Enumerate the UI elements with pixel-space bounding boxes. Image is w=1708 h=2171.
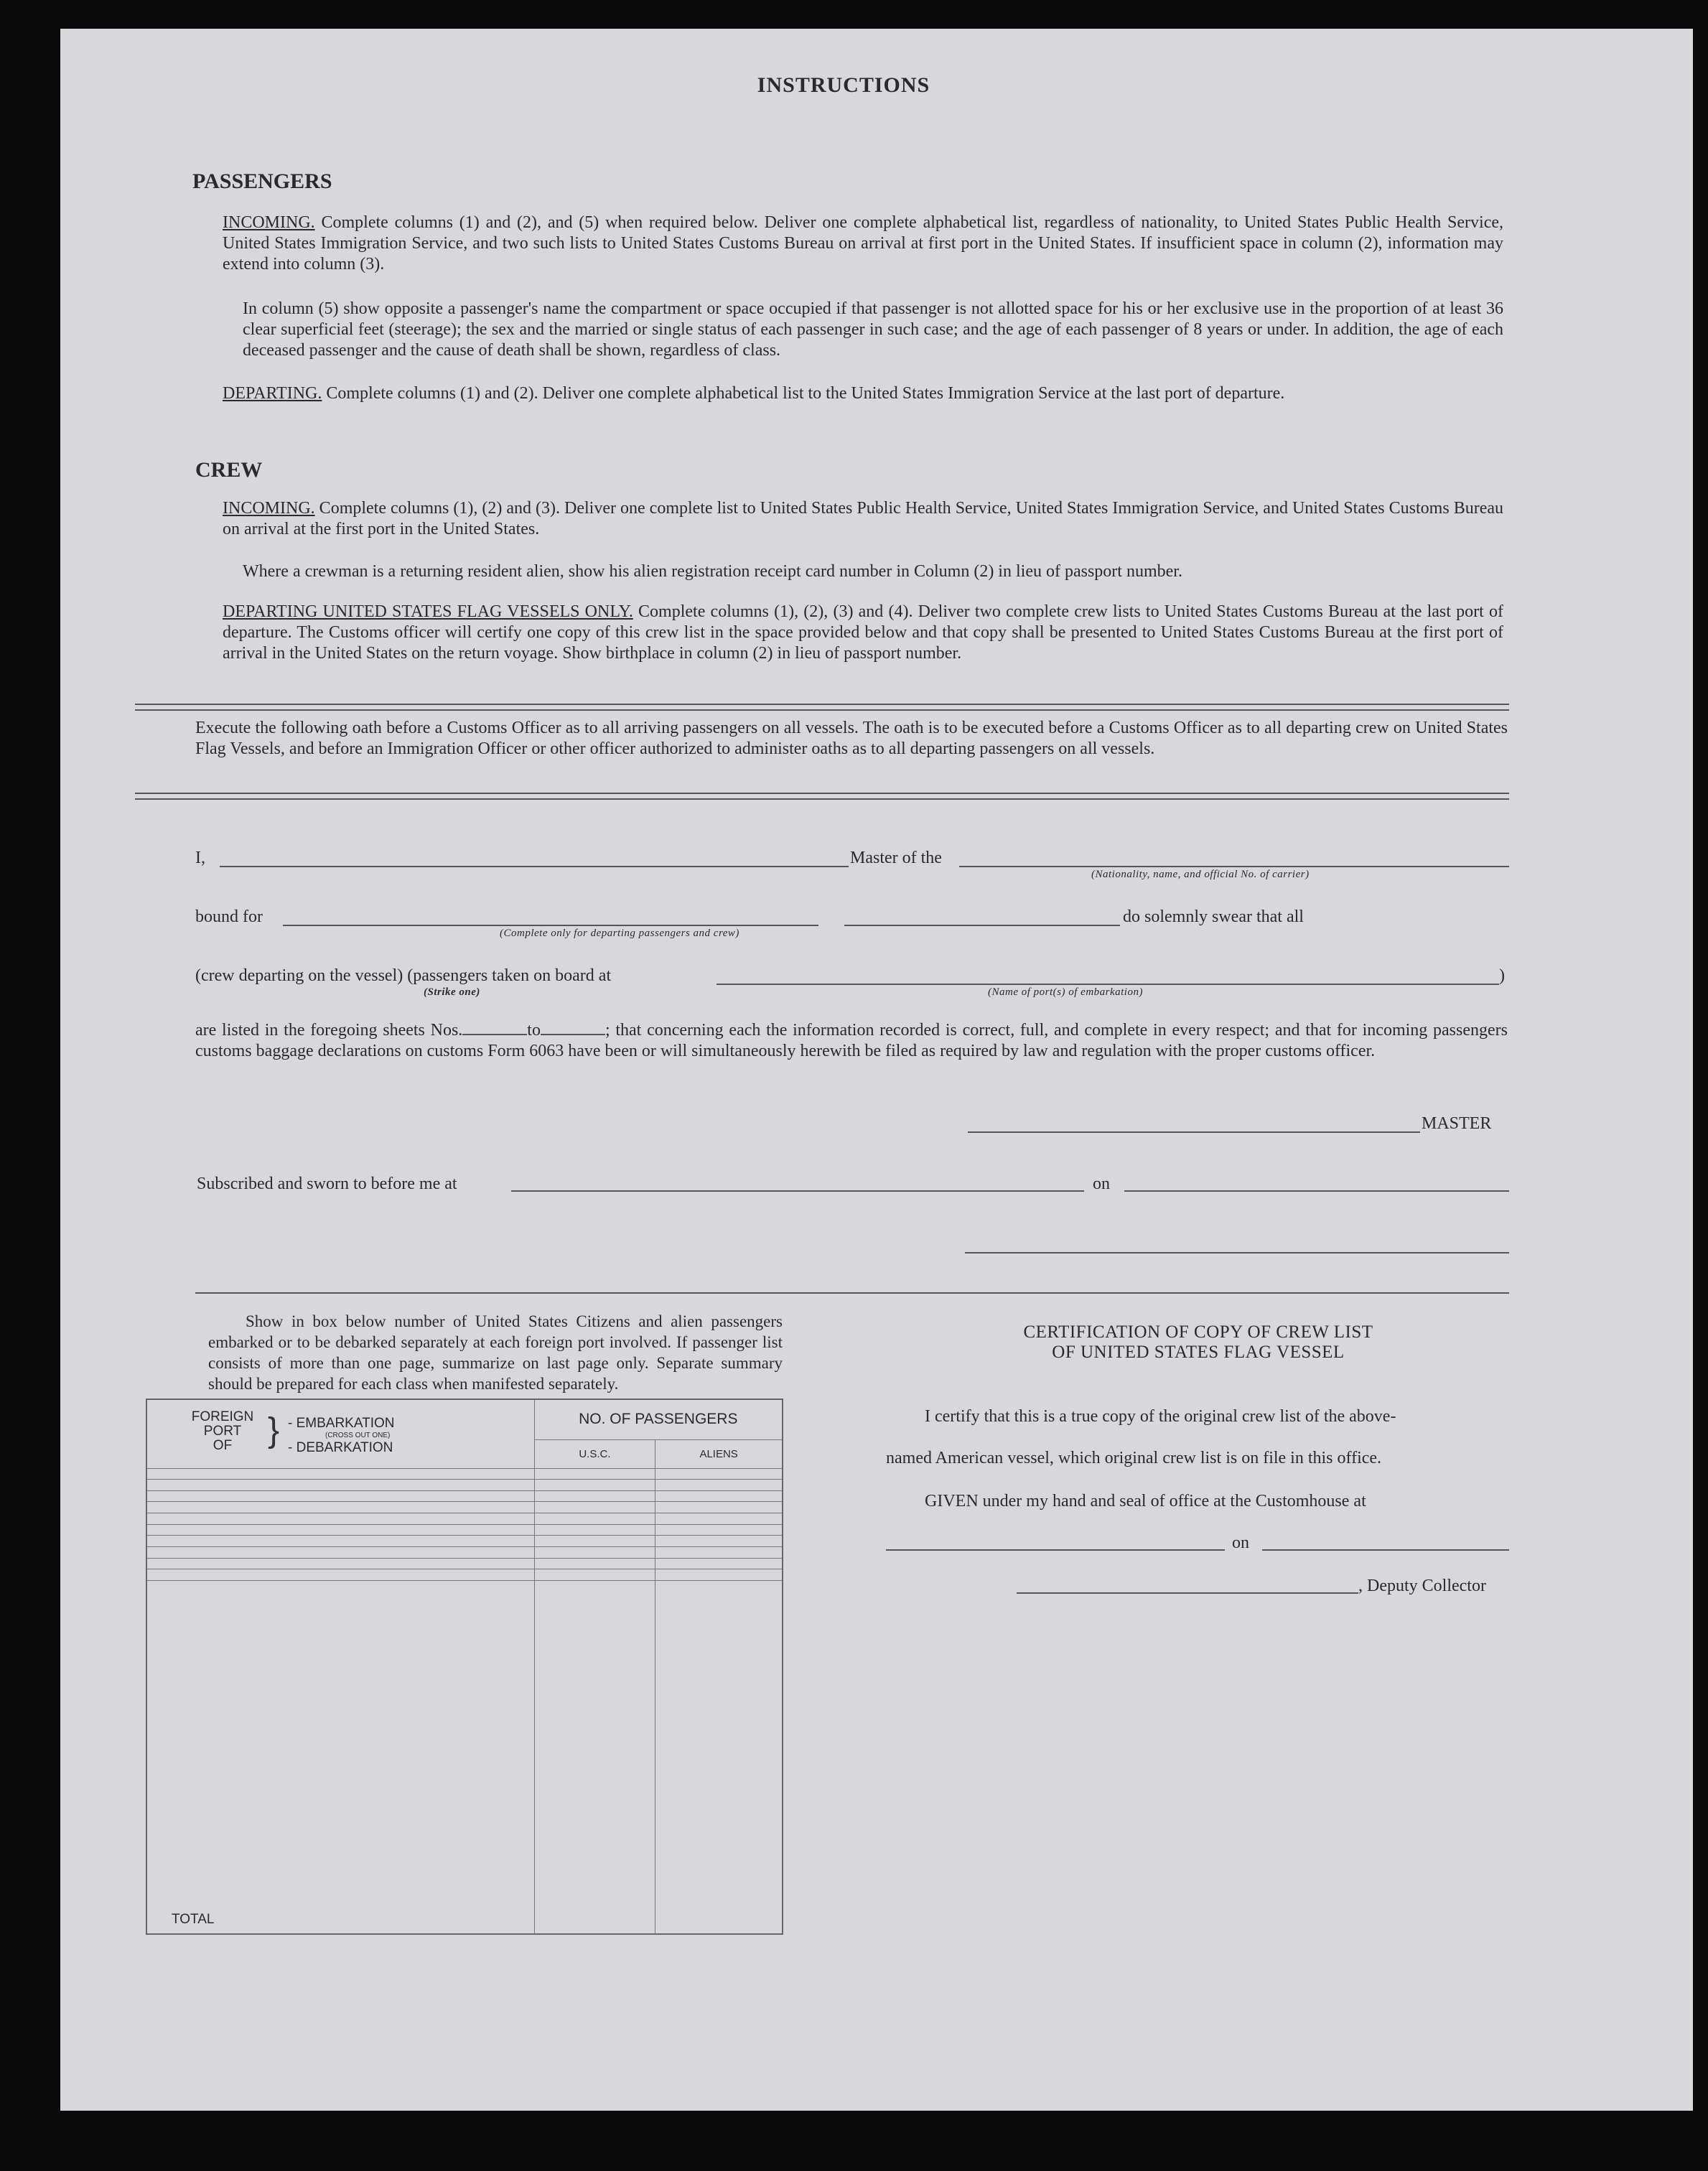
table-row bbox=[146, 1513, 783, 1525]
foreign-port-of-label: FOREIGN PORT OF bbox=[191, 1409, 254, 1453]
passenger-summary-table bbox=[146, 1399, 783, 1935]
listed-b: ; that concerning each the information recorded is correct, full, and complete in every respect; and that for incoming passengers customs baggage declarations on customs Form 6063 have been or will simultaneously herewith be filed as required by law and regulation with the proper customs officer. bbox=[195, 1021, 1508, 1060]
certification-on-label: on bbox=[1232, 1533, 1249, 1552]
subscribed-label: Subscribed and sworn to before me at bbox=[197, 1175, 457, 1193]
usc-cell[interactable] bbox=[534, 1502, 655, 1513]
debarkation-label: - DEBARKATION bbox=[288, 1440, 393, 1455]
passengers-incoming-label: INCOMING. bbox=[223, 213, 315, 232]
table-row bbox=[146, 1490, 783, 1502]
divider bbox=[195, 1292, 1509, 1294]
divider bbox=[135, 793, 1509, 800]
aliens-cell[interactable] bbox=[655, 1513, 783, 1525]
port-cell[interactable] bbox=[146, 1558, 534, 1569]
port-cell[interactable] bbox=[146, 1468, 534, 1480]
aliens-cell[interactable] bbox=[655, 1524, 783, 1536]
carrier-sub-label: (Nationality, name, and official No. of carrier) bbox=[1091, 869, 1310, 880]
aliens-cell[interactable] bbox=[655, 1468, 783, 1480]
listed-paragraph bbox=[195, 1019, 1508, 1062]
sworn-at-field[interactable] bbox=[511, 1190, 1084, 1192]
certification-date-field[interactable] bbox=[1262, 1549, 1509, 1551]
carrier-field[interactable] bbox=[959, 866, 1509, 867]
usc-cell[interactable] bbox=[534, 1468, 655, 1480]
usc-cell[interactable] bbox=[534, 1536, 655, 1547]
aliens-cell[interactable] bbox=[655, 1569, 783, 1581]
crew-resident-paragraph: Where a crewman is a returning resident alien, show his alien registration receipt card number in Column (2) in lieu of passport number. bbox=[243, 562, 1182, 581]
aliens-cell[interactable] bbox=[655, 1546, 783, 1558]
officer-signature-field[interactable] bbox=[965, 1252, 1509, 1253]
passengers-incoming-paragraph bbox=[223, 213, 1503, 275]
total-row bbox=[146, 1580, 783, 1934]
usc-cell[interactable] bbox=[534, 1546, 655, 1558]
sheet-to-field[interactable] bbox=[541, 1019, 605, 1035]
master-signature-field[interactable] bbox=[968, 1131, 1420, 1133]
listed-a: are listed in the foregoing sheets Nos. bbox=[195, 1021, 463, 1040]
crew-departing-label: DEPARTING UNITED STATES FLAG VESSELS ONLY. bbox=[223, 602, 633, 621]
table-row bbox=[146, 1524, 783, 1536]
cross-out-label: (CROSS OUT ONE) bbox=[325, 1432, 391, 1439]
oath-i-label: I, bbox=[195, 849, 205, 867]
table-row bbox=[146, 1546, 783, 1558]
passengers-departing-text: Complete columns (1) and (2). Deliver one complete alphabetical list to the United States Immigration Service at the last port of departure. bbox=[322, 384, 1285, 403]
crew-heading: CREW bbox=[195, 458, 263, 482]
crew-incoming-text: Complete columns (1), (2) and (3). Deliver one complete list to United States Public Health Service, United States Immigration Service, and United States Customs Bureau on arrival at the first port in the United States. bbox=[223, 499, 1503, 538]
usc-cell[interactable] bbox=[534, 1558, 655, 1569]
sworn-date-field[interactable] bbox=[1124, 1190, 1509, 1192]
aliens-cell[interactable] bbox=[655, 1502, 783, 1513]
port-cell[interactable] bbox=[146, 1569, 534, 1581]
aliens-cell[interactable] bbox=[655, 1536, 783, 1547]
divider bbox=[135, 704, 1509, 711]
master-label: MASTER bbox=[1422, 1114, 1492, 1133]
usc-header: U.S.C. bbox=[534, 1439, 655, 1468]
bound-for-label: bound for bbox=[195, 907, 263, 926]
port-cell[interactable] bbox=[146, 1513, 534, 1525]
port-cell[interactable] bbox=[146, 1536, 534, 1547]
table-row bbox=[146, 1480, 783, 1491]
brace-icon: } bbox=[268, 1411, 280, 1449]
aliens-cell[interactable] bbox=[655, 1480, 783, 1491]
passengers-departing-label: DEPARTING. bbox=[223, 384, 322, 403]
passengers-column5-paragraph: In column (5) show opposite a passenger's name the compartment or space occupied if that passenger is not allotted space for his or her exclusive use in the proportion of at least 36 clear superficial feet (steerage); the sex and the married or single status of each passenger in such case; and the age of each passenger of 8 years or under. In addition, the age of each deceased passenger and the cause of death shall be shown, regardless of class. bbox=[243, 299, 1503, 360]
swear-label: do solemnly swear that all bbox=[1123, 907, 1304, 926]
usc-cell[interactable] bbox=[534, 1569, 655, 1581]
table-row bbox=[146, 1468, 783, 1480]
usc-cell[interactable] bbox=[534, 1490, 655, 1502]
total-label: TOTAL bbox=[146, 1580, 534, 1934]
aliens-cell[interactable] bbox=[655, 1558, 783, 1569]
customhouse-field[interactable] bbox=[886, 1549, 1225, 1551]
usc-total-cell[interactable] bbox=[534, 1580, 655, 1934]
sheet-from-field[interactable] bbox=[462, 1019, 527, 1035]
passengers-heading: PASSENGERS bbox=[192, 169, 332, 193]
port-header-cell bbox=[146, 1399, 534, 1468]
embarkation-label: - EMBARKATION bbox=[288, 1416, 395, 1431]
port-cell[interactable] bbox=[146, 1502, 534, 1513]
master-name-field[interactable] bbox=[220, 866, 849, 867]
crew-departing-paragraph bbox=[223, 602, 1503, 664]
table-row bbox=[146, 1536, 783, 1547]
sworn-on-label: on bbox=[1093, 1175, 1110, 1193]
bound-for-field-2[interactable] bbox=[844, 925, 1120, 926]
oath-instruction: Execute the following oath before a Customs Officer as to all arriving passengers on all vessels. The oath is to be executed before a Customs Officer as to all departing crew on United States Flag Vessels, and before an Immigration Officer or other officer authorized to administer oaths as to all departing passengers on all vessels. bbox=[195, 719, 1508, 758]
strike-sub-label: (Strike one) bbox=[424, 986, 480, 998]
master-of-label: Master of the bbox=[850, 849, 942, 867]
usc-cell[interactable] bbox=[534, 1513, 655, 1525]
summary-instruction: Show in box below number of United States Citizens and alien passengers embarked or to be debarked separately at each foreign port involved. If passenger list consists of more than one page, summarize on last page only. Separate summary should be prepared for each class when manifested separately. bbox=[208, 1312, 783, 1393]
crew-departing-label: (crew departing on the vessel) (passengers taken on board at bbox=[195, 966, 612, 985]
ports-sub-label: (Name of port(s) of embarkation) bbox=[988, 986, 1143, 998]
crew-incoming-label: INCOMING. bbox=[223, 499, 315, 518]
certification-line-1: I certify that this is a true copy of the original crew list of the above- bbox=[925, 1407, 1396, 1426]
usc-cell[interactable] bbox=[534, 1524, 655, 1536]
bound-for-sub-label: (Complete only for departing passengers and crew) bbox=[500, 928, 739, 939]
port-cell[interactable] bbox=[146, 1524, 534, 1536]
certification-heading-2: OF UNITED STATES FLAG VESSEL bbox=[1052, 1343, 1345, 1362]
deputy-collector-label: , Deputy Collector bbox=[1358, 1577, 1486, 1595]
aliens-header: ALIENS bbox=[655, 1439, 783, 1468]
crew-incoming-paragraph bbox=[223, 498, 1503, 540]
table-row bbox=[146, 1502, 783, 1513]
no-passengers-header: NO. OF PASSENGERS bbox=[534, 1399, 783, 1439]
listed-to: to bbox=[527, 1021, 541, 1040]
aliens-total-cell[interactable] bbox=[655, 1580, 783, 1934]
aliens-cell[interactable] bbox=[655, 1490, 783, 1502]
certification-line-3: GIVEN under my hand and seal of office at the Customhouse at bbox=[925, 1492, 1366, 1511]
port-cell[interactable] bbox=[146, 1480, 534, 1491]
usc-cell[interactable] bbox=[534, 1480, 655, 1491]
deputy-signature-field[interactable] bbox=[1017, 1592, 1358, 1594]
table-row bbox=[146, 1569, 783, 1581]
passengers-incoming-text: Complete columns (1) and (2), and (5) when required below. Deliver one complete alphabetical list, regardless of nationality, to United States Public Health Service, United States Immigration Service, and two such lists to United States Customs Bureau on arrival at first port in the United States. If insufficient space in column (2), information may extend into column (3). bbox=[223, 213, 1503, 274]
certification-line-2: named American vessel, which original crew list is on file in this office. bbox=[886, 1449, 1382, 1467]
close-paren: ) bbox=[1499, 966, 1505, 985]
certification-heading-1: CERTIFICATION OF COPY OF CREW LIST bbox=[1023, 1322, 1373, 1342]
crew-departing-text: Complete columns (1), (2), (3) and (4). Deliver two complete crew lists to United States Customs Bureau at the last port of departure. The Customs officer will certify one copy of this crew list in the space provided below and that copy shall be presented to United States Customs Bureau at the first port of arrival in the United States on the return voyage. Show birthplace in column (2) in lieu of passport number. bbox=[223, 602, 1503, 663]
port-cell[interactable] bbox=[146, 1546, 534, 1558]
table-row bbox=[146, 1558, 783, 1569]
passengers-departing-paragraph bbox=[223, 383, 1503, 404]
bound-for-field-1[interactable] bbox=[283, 925, 818, 926]
ports-field[interactable] bbox=[717, 984, 1499, 985]
page-title: INSTRUCTIONS bbox=[757, 73, 930, 97]
port-cell[interactable] bbox=[146, 1490, 534, 1502]
